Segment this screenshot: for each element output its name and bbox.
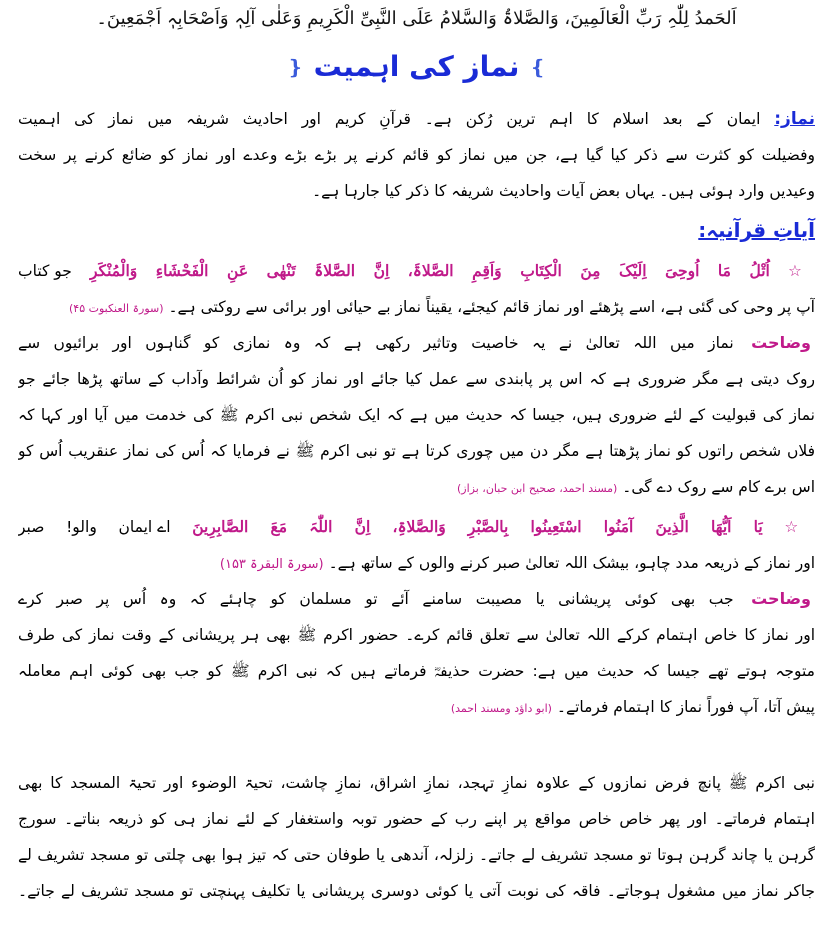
explain2-badge: وضاحت	[751, 589, 811, 608]
verse1-line-2	[18, 292, 815, 322]
closing-line-1: نبی اکرم ﷺ پانچ فرض نمازوں کے علاوہ نمازِ تہجد، نمازِ اشراق، نمازِ چاشت، تحیۃ الوضوء اور تحیۃ المسجد کا بھی	[18, 774, 815, 792]
verse2-trail: اے ایمان والو! صبر	[18, 518, 171, 536]
explain1-line-5	[18, 472, 815, 502]
explain1-line-3: نماز کی قبولیت کے لئے ضروری ہیں، جیسا کہ حدیث میں ہے کہ ایک شخص نبی اکرم ﷺ کی خدمت میں آیا اور کہا کہ	[18, 406, 815, 424]
ornament-left-icon: ❴	[286, 54, 304, 79]
closing-line-4: جاکر نماز میں مشغول ہوجاتے۔ فاقہ کی نوبت آتی یا کوئی دوسری پریشانی یا تکلیف پہنچتی تو مسجد تشریف لے جاتے۔	[18, 882, 815, 900]
section-heading: آیاتِ قرآنیہ:	[698, 218, 815, 242]
explain1-line-1	[18, 328, 815, 358]
explain1-badge: وضاحت	[751, 333, 811, 352]
explain2-reference: (ابو داؤد ومسند احمد)	[450, 702, 552, 715]
verse2-translation: اور نماز کے ذریعہ مدد چاہو، بیشک اللہ تعالیٰ صبر کرنے والوں کے ساتھ ہے۔	[328, 554, 815, 572]
intro-text-1: ایمان کے بعد اسلام کا اہم ترین رُکن ہے۔ قرآنِ کریم اور احادیث شریفہ میں نماز کی اہمیت	[18, 110, 761, 128]
title-block	[0, 50, 833, 83]
verse1-reference: (سورۃ العنکبوت ۴۵)	[68, 302, 164, 315]
explain1-reference: (مسند احمد، صحیح ابن حبان، بزاز)	[456, 482, 618, 495]
intro-line-2: وفضیلت کو کثرت سے ذکر کیا گیا ہے، جن میں نماز کو قائم کرنے پر بڑے بڑے وعدے اور نماز کو ضائع کرنے پر سخت	[18, 146, 815, 164]
verse2-line-2	[18, 548, 815, 578]
explain1-line-2: روک دیتی ہے مگر ضروری ہے کہ اس پر پابندی سے عمل کیا جائے اور نماز کو اُن شرائط وآداب کے ساتھ پڑھا جائے جو	[18, 370, 815, 388]
explain2-line-1	[18, 584, 815, 614]
explain2-line-2: اور نماز کا خاص اہتمام کرکے اللہ تعالیٰ سے تعلق قائم کرے۔ حضور اکرم ﷺ بھی ہر پریشانی کے وقت نماز کی طرف	[18, 626, 815, 644]
explain2-line-4	[18, 692, 815, 722]
verse1-translation: آپ پر وحی کی گئی ہے، اسے پڑھئے اور نماز قائم کیجئے، یقیناً نماز بے حیائی اور برائی سے روکتی ہے۔	[168, 298, 815, 316]
closing-line-3: گرہن یا چاند گرہن ہوتا تو مسجد تشریف لے جاتے۔ زلزلہ، آندھی یا طوفان حتی کہ تیز ہوا بھی چلتی تو مسجد تشریف لے	[18, 846, 815, 864]
verse1-arabic: اُتْلُ مَا اُوحِیَ اِلَیْکَ مِنَ الْکِتَابِ وَاَقِمِ الصَّلاۃَ، اِنَّ الصَّلاۃَ تَنْھٰی عَنِ الْفَحْشَاءِ وَالْمُنْکَرِ	[89, 261, 770, 280]
explain1-text-1: نماز میں اللہ تعالیٰ نے یہ خاصیت وتاثیر رکھی ہے کہ وہ نمازی کو گناہوں اور برائیوں سے	[18, 334, 734, 352]
verse1-line-1	[18, 256, 815, 286]
explain1-text-5: اس برے کام سے روک دے گی۔	[622, 478, 815, 496]
explain2-line-3: متوجہ ہوتے تھے جیسا کہ حدیث میں ہے: حضرت حذیفہؓ فرماتے ہیں کہ نبی اکرم ﷺ کو جب بھی کوئی اہم معاملہ	[18, 662, 815, 680]
intro-line-1	[18, 104, 815, 134]
invocation-line: اَلحَمدُ لِلّٰہِ رَبِّ الْعَالَمِینَ، وَالصَّلاۃُ وَالسَّلامُ عَلَی النَّبِیِّ الْکَرِیمِ وَعَلٰی آلِہٖ وَاَصْحَابِہٖ اَجْمَعِینَ۔	[96, 8, 737, 29]
verse2-line-1	[18, 512, 815, 542]
intro-line-3: وعیدیں وارد ہوئی ہیں۔ یہاں بعض آیات واحادیث شریفہ کا ذکر کیا جارہا ہے۔	[312, 182, 815, 200]
explain2-text-4: پیش آتا، آپ فوراً نماز کا اہتمام فرماتے۔	[556, 698, 815, 716]
explain2-text-1: جب بھی کوئی پریشانی یا مصیبت سامنے آئے تو مسلمان کو چاہئے کہ وہ اُس پر صبر کرے	[18, 590, 734, 608]
ornament-right-icon: ❵	[529, 54, 547, 79]
page-title: نماز کی اہمیت	[313, 50, 520, 83]
star-icon: ☆	[784, 518, 815, 536]
verse2-arabic: یَا اَیُّھَا الَّذِینَ آمَنُوا اسْتَعِینُوا بِالصَّبْرِ وَالصَّلاۃِ، اِنَّ اللّٰہَ مَعَ الصَّابِرِینَ	[192, 517, 763, 536]
explain1-line-4: فلاں شخص راتوں کو نماز پڑھتا ہے مگر دن میں چوری کرتا ہے تو نبی اکرم ﷺ نے فرمایا کہ اُس کی نماز عنقریب اُس کو	[18, 442, 815, 460]
star-icon: ☆	[787, 262, 815, 280]
closing-line-2: اہتمام فرماتے۔ اور پھر خاص خاص مواقع پر اپنے رب کے حضور توبہ واستغفار کے لئے نماز ہی کو ذریعہ بناتے۔ سورج	[18, 810, 815, 828]
intro-label: نماز:	[774, 109, 815, 129]
verse1-trail: جو کتاب	[18, 262, 72, 280]
verse2-reference: (سورۃ البقرۃ ۱۵۳)	[219, 557, 324, 572]
